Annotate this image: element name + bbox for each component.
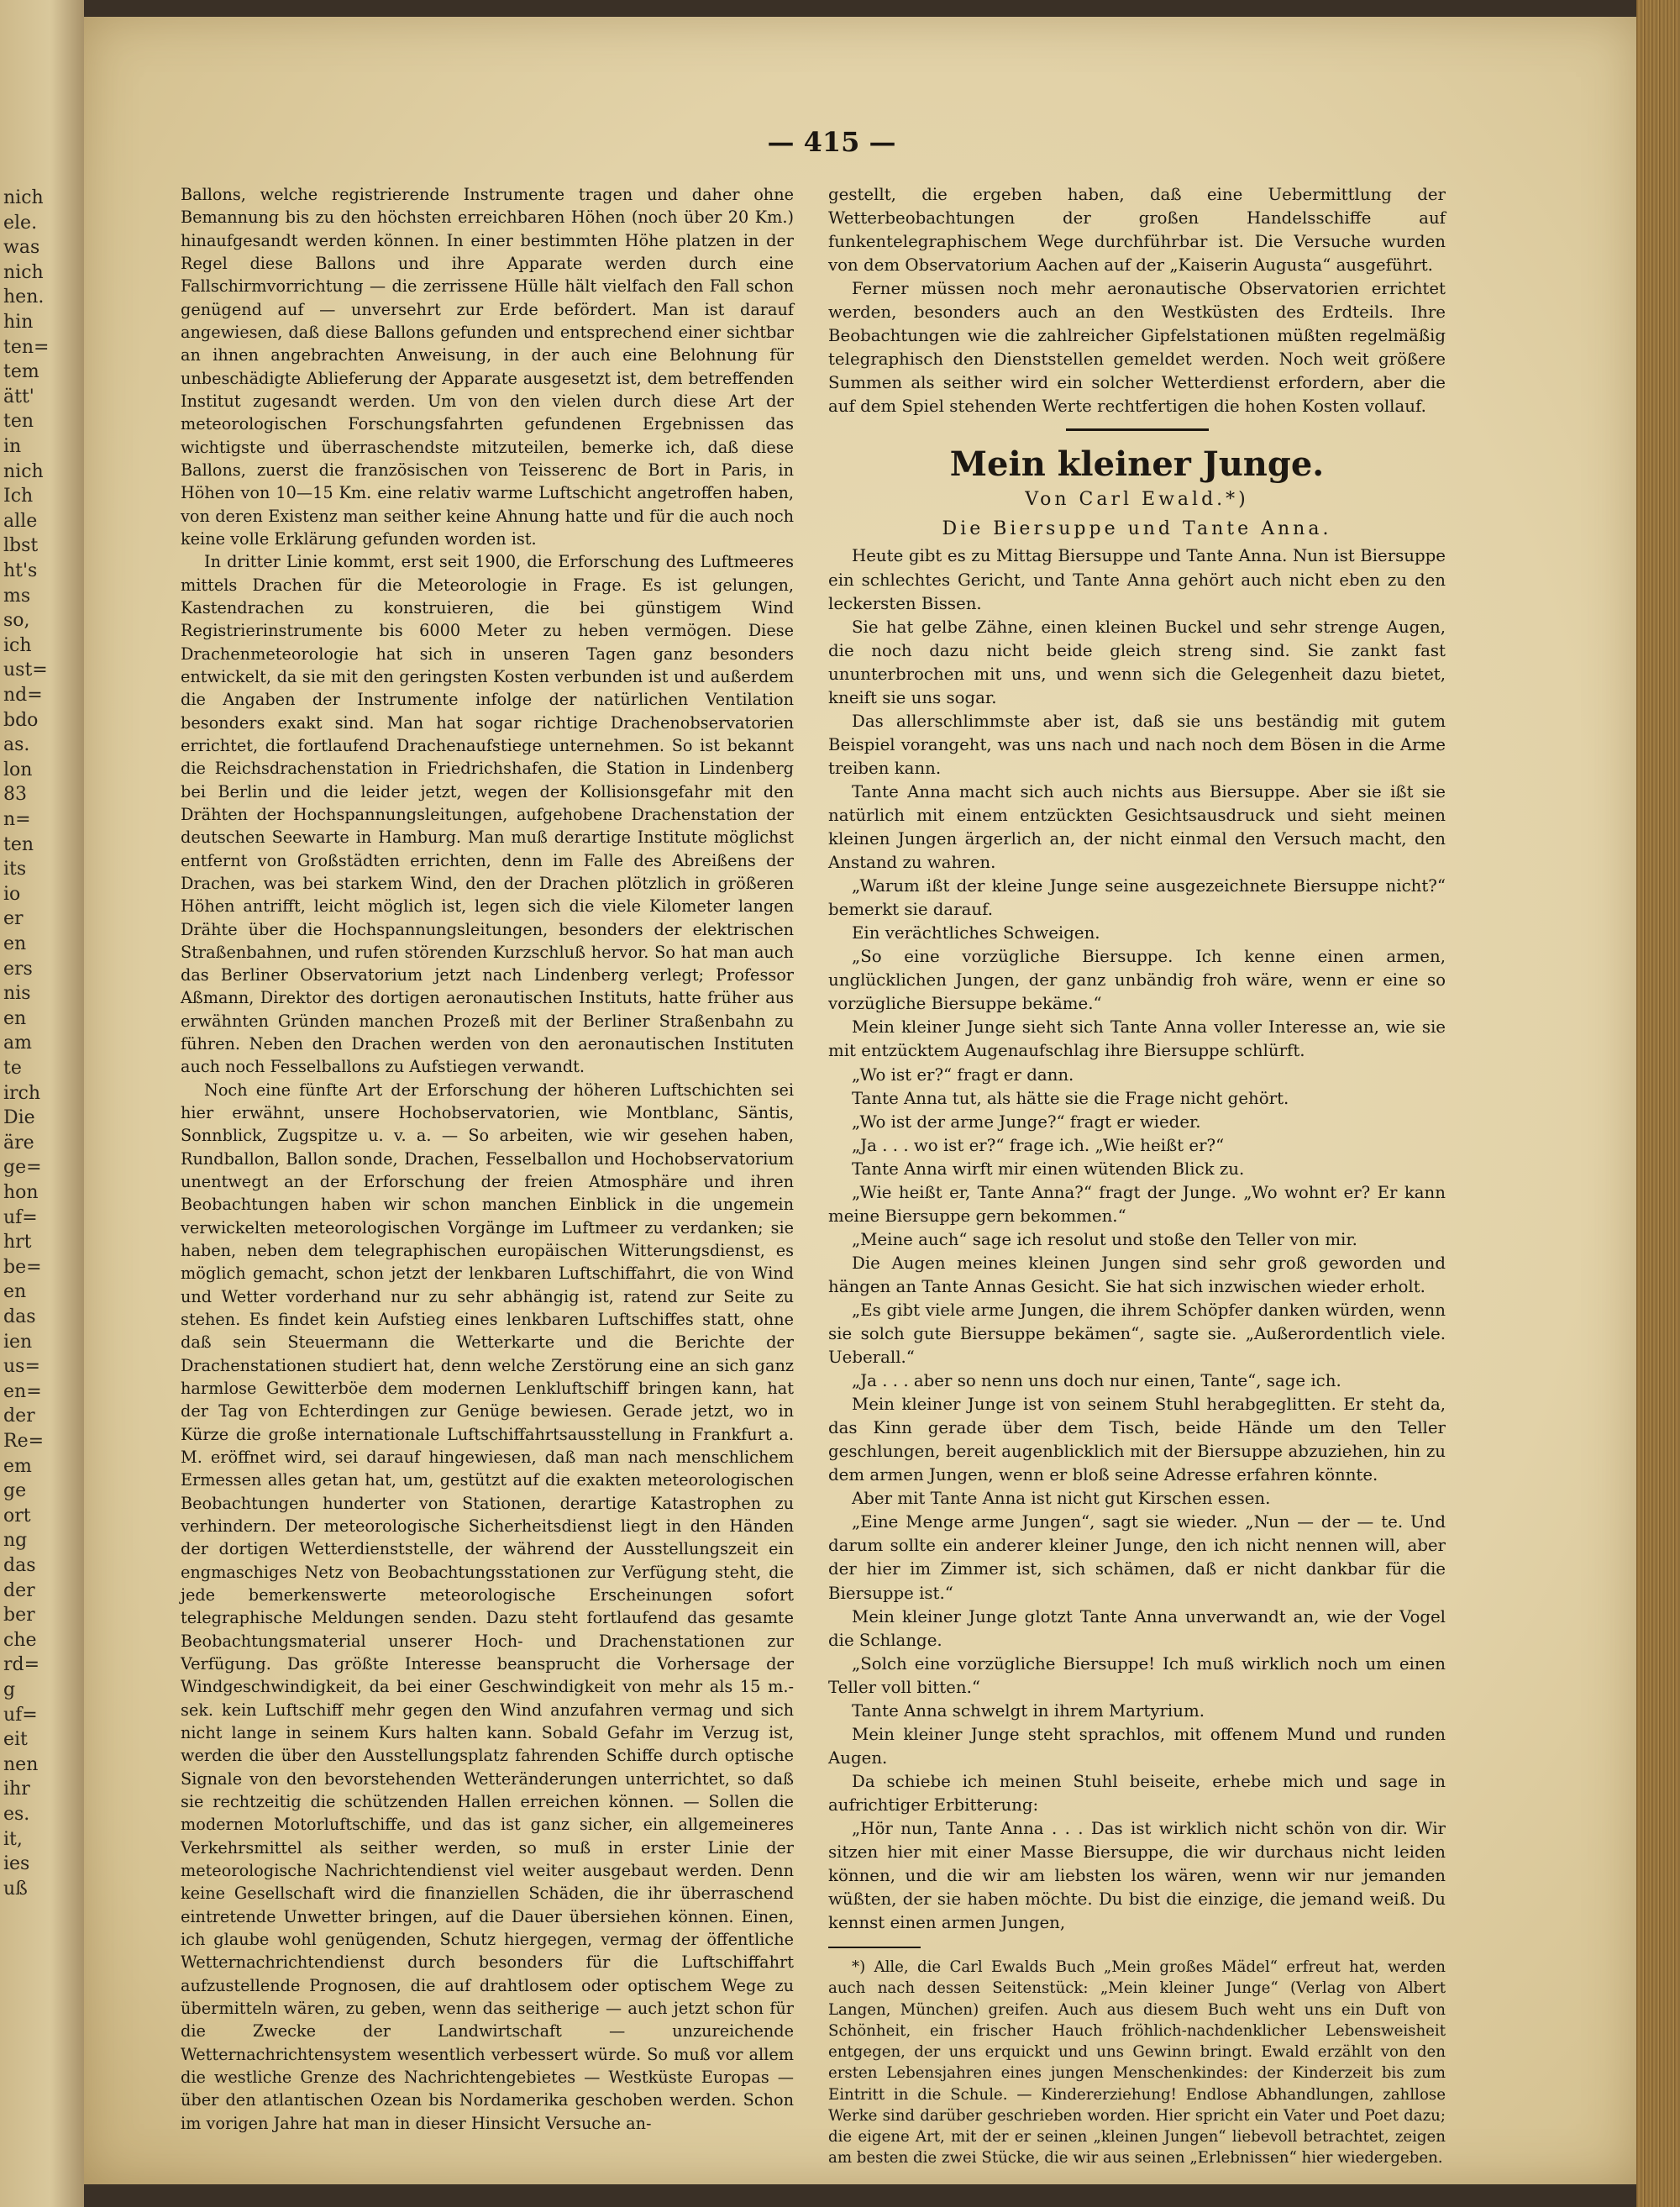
prev-page-fragment: äre: [3, 1132, 34, 1153]
prev-page-fragment: ten: [3, 411, 34, 433]
prev-page-fragment: so,: [3, 610, 30, 632]
prev-page-fragment: der: [3, 1579, 35, 1601]
story-paragraph: Das allerschlimmste aber ist, daß sie uns beständig mit gutem Beispiel vorangeht, was uns nach und nach noch dem Bösen in die Arme treiben kann.: [828, 711, 1446, 778]
paragraph: Ferner müssen noch mehr aeronautische Observatorien errichtet werden, besonders auch an den Westküsten des Erdteils. Ihre Beobachtungen wie die zahlreicher Gipfelstationen müßten regelmäßig telegraphisch den Dienststellen gemeldet werden. Noch weit größere Summen als seither wird ein solcher Wetterdienst erfordern, aber die auf dem Spiel stehenden Werte rechtfertigen die hohen Kosten vollauf.: [828, 279, 1446, 417]
prev-page-fragment: io: [3, 883, 21, 905]
prev-page-fragment: nen: [3, 1753, 39, 1775]
paragraph: Ballons, welche registrierende Instrumente tragen und daher ohne Bemannung bis zu den höchsten erreichbaren Höhen (noch über 20 Km.) hinaufgesandt werden können. In einer bestimmten Höhe platzen in der Regel diese Ballons und ihre Apparate werden durch eine Fallschirmvorrichtung — die zerrissene Hülle hält vielfach den Fall schon genügend auf — unversehrt zur Erde befördert. Man ist darauf angewiesen, daß diese Ballons gefunden und entsprechend einer sichtbar an ihnen angebrachten Anweisung, in der auch eine Belohnung für unbeschädigte Ablieferung der Apparate ausgesetzt ist, dem betreffenden Institut zugesandt werden. Um von den vielen durch diese Art der meteorologischen Forschungsfahrten gefundenen Ergebnissen das wichtigste und überraschendste mitzuteilen, bemerke ich, daß diese Ballons, zuerst die französischen von Teisserenc de Bort in Paris, in Höhen von 10—15 Km. eine relativ warme Luftschicht angetroffen haben, von deren Existenz man seither keine Ahnung hatte und für die auch noch keine volle Erklärung gefunden worden ist.: [181, 185, 794, 549]
story-paragraph: „Meine auch“ sage ich resolut und stoße den Teller von mir.: [852, 1229, 1357, 1249]
prev-page-fragment: was: [3, 237, 40, 259]
prev-page-fragment: em: [3, 1455, 32, 1477]
prev-page-fragment: der: [3, 1406, 35, 1427]
footnote: [828, 1957, 1446, 2168]
prev-page-fragment: ort: [3, 1505, 31, 1527]
story-body: [828, 544, 1446, 1935]
story-paragraph: „Ja . . . wo ist er?“ frage ich. „Wie heißt er?“: [852, 1135, 1225, 1155]
story-paragraph: Aber mit Tante Anna ist nicht gut Kirschen essen.: [852, 1489, 1271, 1509]
prev-page-fragment: uß: [3, 1878, 28, 1900]
prev-page-fragment: ng: [3, 1530, 28, 1552]
prev-page-fragment: nich: [3, 460, 44, 482]
prev-page-fragment: nd=: [3, 685, 43, 706]
prev-page-fragment: hon: [3, 1182, 39, 1203]
story-paragraph: „Wo ist er?“ fragt er dann.: [852, 1064, 1074, 1085]
prev-page-fragment: it,: [3, 1828, 23, 1850]
prev-page-fragment: ht's: [3, 560, 38, 581]
prev-page-fragment: te: [3, 1058, 22, 1079]
prev-page-fragment: en: [3, 1007, 27, 1029]
prev-page-fragment: eit: [3, 1729, 28, 1751]
article-continuation: [828, 183, 1446, 418]
paragraph: gestellt, die ergeben haben, daß eine Uebermittlung der Wetterbeobachtungen der großen Handelsschiffe auf funkentelegraphischem Wege durchführbar ist. Die Versuche wurden von dem Observatorium Aachen auf der „Kaiserin Augusta“ ausgeführt.: [828, 185, 1446, 276]
story-paragraph: Mein kleiner Junge sieht sich Tante Anna voller Interesse an, wie sie mit entzücktem Augenaufschlag ihre Biersuppe schlürft.: [828, 1017, 1446, 1061]
prev-page-fragment: ich: [3, 634, 32, 656]
prev-page-fragment: alle: [3, 510, 38, 532]
prev-page-fragment: hrt: [3, 1232, 32, 1253]
prev-page-fragment: ies: [3, 1853, 30, 1875]
paragraph: In dritter Linie kommt, erst seit 1900, die Erforschung des Luftmeeres mittels Drachen für die Meteorologie in Frage. Es ist gelungen, Kastendrachen zu konstruieren, die bei günstigem Wind Registrierinstrumente bis 6000 Meter zu heben vermögen. Diese Drachenmeteorologie hat sich in unseren Tagen ganz besonders entwickelt, da sie mit den geringsten Kosten verbunden ist und außerdem die Angaben der Instrumente infolge der natürlichen Ventilation besonders exakt sind. Man hat sogar richtige Drachenobservatorien errichtet, die fortlaufend Drachenaufstiege unternehmen. So ist bekannt die Reichsdrachenstation in Friedrichshafen, die Station in Lindenberg bei Berlin und die leider jetzt, wegen der Kollisionsgefahr mit den Drähten der Hochspannungsleitungen, aufgehobene Drachenstation der deutschen Seewarte in Hamburg. Man muß derartige Institute möglichst entfernt von Großstädten errichten, denn im Falle des Abreißens der Drachen, was bei starkem Wind, den der Drachen plötzlich in größeren Höhen antrifft, leicht möglich ist, legen sich die viele Kilometer langen Drähte über die Hochspannungsleitungen, besonders der elektrischen Straßenbahnen, und rufen störenden Kurzschluß hervor. So hat man auch das Berliner Observatorium jetzt nach Lindenberg verlegt; Professor Aßmann, Direktor des dortigen aeronautischen Instituts, hatte früher aus erwähnten Gründen manchen Prozeß mit der Berliner Straßenbahn zu führen. Neben den Drachen werden von den aeronautischen Instituten auch noch Fesselballons zu Aufstiegen verwandt.: [181, 552, 794, 1077]
section-divider: [1066, 428, 1209, 431]
prev-page-fragment: as.: [3, 734, 30, 756]
prev-page-fragment: n=: [3, 809, 31, 830]
prev-page-fragment: nich: [3, 261, 44, 283]
prev-page-fragment: lbst: [3, 535, 39, 557]
story-paragraph: Tante Anna wirft mir einen wütenden Blick zu.: [852, 1159, 1245, 1179]
prev-page-fragment: in: [3, 436, 22, 457]
story-paragraph: Da schiebe ich meinen Stuhl beiseite, erhebe mich und sage in aufrichtiger Erbitterung:: [828, 1771, 1446, 1815]
story-byline: Von Carl Ewald.*): [1025, 489, 1249, 511]
prev-page-fragment: be=: [3, 1256, 42, 1278]
story-paragraph: Heute gibt es zu Mittag Biersuppe und Tante Anna. Nun ist Biersuppe ein schlechtes Gericht, und Tante Anna gehört auch nicht eben zu den leckersten Bissen.: [828, 546, 1446, 613]
prev-page-fragment: ber: [3, 1605, 35, 1626]
story-paragraph: Ein verächtliches Schweigen.: [852, 923, 1100, 943]
story-paragraph: „Hör nun, Tante Anna . . . Das ist wirklich nicht schön von dir. Wir sitzen hier mit einer Masse Biersuppe, die wir durchaus nicht leiden können, und die wir am liebsten los wären, wenn wir nur jemanden wüßten, der sie haben möchte. Du bist die einzige, die jemand weiß. Du kennst einen armen Jungen,: [828, 1819, 1446, 1933]
prev-page-fragment: ele.: [3, 212, 38, 234]
story-paragraph: „Es gibt viele arme Jungen, die ihrem Schöpfer danken würden, wenn sie solch gute Biersuppe bekämen“, sagte sie. „Außerordentlich viele. Ueberall.“: [828, 1300, 1446, 1368]
prev-page-fragment: its: [3, 859, 27, 880]
prev-page-fragment: hin: [3, 312, 34, 333]
prev-page-fragment: nich: [3, 187, 44, 208]
previous-page-edge: [0, 0, 84, 2207]
prev-page-fragment: g: [3, 1679, 16, 1700]
prev-page-fragment: am: [3, 1033, 32, 1054]
chapter-heading: Die Biersuppe und Tante Anna.: [942, 518, 1332, 540]
prev-page-fragment: ge=: [3, 1157, 42, 1179]
prev-page-fragment: Die: [3, 1107, 35, 1129]
prev-page-fragment: en=: [3, 1380, 42, 1402]
footnote-divider: [828, 1947, 921, 1948]
story-paragraph: Die Augen meines kleinen Jungen sind sehr groß geworden und hängen an Tante Annas Gesicht. Sie hat sich inzwischen wieder erholt.: [828, 1253, 1446, 1296]
paragraph: Noch eine fünfte Art der Erforschung der höheren Luftschichten sei hier erwähnt, unsere Hochobservatorien, wie Montblanc, Säntis, Sonnblick, Zugspitze u. v. a. — So arbeiten, wie wir gesehen haben, Rundballon, Ballon sonde, Drachen, Fesselballon und Hochobservatorium unentwegt an der Erforschung der freien Atmosphäre und ihren Beobachtungen haben wir schon manchen Einblick in die ungemein verwickelten meteorologischen Vorgänge im Luftmeer zu verdanken; sie haben, neben dem telegraphischen europäischen Witterungsdienst, es möglich gemacht, schon jetzt der lenkbaren Luftschiffahrt, die von Wind und Wetter vorderhand nur zu sehr abhängig ist, ratend zur Seite zu stehen. Es findet kein Aufstieg eines lenkbaren Luftschiffes statt, ohne daß sein Steuermann die Wetterkarte und die Berichte der Drachenstationen studiert hat, denn welche Zerstörung eine an sich ganz harmlose Gewitterböe dem modernen Lenkluftschiff bringen kann, hat der Tag von Echterdingen zur Genüge bewiesen. Gerade jetzt, wo in Kürze die große internationale Luftschiffahrtsausstellung in Frankfurt a. M. eröffnet wird, sei darauf hingewiesen, daß man nach menschlichem Ermessen alles getan hat, um, gestützt auf die exakten meteorologischen Beobachtungen hunderter von Stationen, derartige Katastrophen zu verhindern. Der meteorologische Sicherheitsdienst liegt in den Händen der dortigen Wetterdienststelle, der während der Ausstellungszeit ein engmaschiges Netz von Beobachtungsstationen zur Verfügung steht, die jede bemerkenswerte meteorologische Erscheinungen sofort telegraphische Meldungen senden. Dazu steht fortlaufend das gesamte Beobachtungsmaterial unserer Hoch- und Drachenstationen zur Verfügung. Das größte Interesse beansprucht die Vorhersage der Windgeschwindigkeit, da bei einer Geschwindigkeit von mehr als 15 m.-sek. kein Luftschiff mehr gegen den Wind anzufahren vermag und sich nicht lange in seinem Kurs halten kann. Sobald Gefahr im Verzug ist, werden die über den Ausstellungsplatz fahrenden Schiffe durch optische Signale von den bevorstehenden Wetteränderungen unterrichtet, so daß sie rechtzeitig die schützenden Hallen erreichen können. — Sollen die modernen Motorluftschiffe, und das ist ganz sicher, ein allgemeineres Verkehrsmittel als seither werden, so muß in erster Linie der meteorologische Nachrichtendienst viel weiter ausgebaut werden. Denn keine Gesellschaft wird die finanziellen Schäden, die ihr überraschend eintretende Unwetter bringen, auf die Dauer übersiehen können. Einen, ich glaube wohl genügenden, Schutz hiergegen, vermag der öffentliche Wetternachrichtendienst durch besonders für die Luftschiffahrt aufzustellende Prognosen, die auf drahtlosem oder optischem Wege zu übermitteln wären, zu geben, wenn das seitherige — auch jetzt schon für die Zwecke der Landwirtschaft — unzureichende Wetternachrichtensystem wesentlich verbessert würde. So muß vor allem die westliche Grenze des Nachrichtengebietes — Westküste Europas — über den atlantischen Ozean bis Nordamerika geschoben werden. Schon im vorigen Jahre hat man in dieser Hinsicht Versuche an-: [181, 1080, 794, 2133]
prev-page-fragment: Ich: [3, 486, 34, 507]
story-paragraph: „Wo ist der arme Junge?“ fragt er wieder.: [852, 1111, 1201, 1132]
story-paragraph: Mein kleiner Junge ist von seinem Stuhl herabgeglitten. Er steht da, das Kinn gerade über dem Tisch, beide Hände um den Teller geschlungen, bereit augenblicklich mit der Biersuppe abzuziehen, hin zu dem armen Jungen, wenn er bloß seine Adresse erfahren könnte.: [828, 1395, 1446, 1485]
prev-page-fragment: das: [3, 1306, 36, 1327]
prev-page-fragment: irch: [3, 1082, 41, 1104]
prev-page-fragment: ten=: [3, 336, 50, 358]
story-paragraph: „Warum ißt der kleine Junge seine ausgezeichnete Biersuppe nicht?“ bemerkt sie darauf.: [828, 876, 1446, 920]
prev-page-fragment: ust=: [3, 659, 48, 681]
prev-page-fragment: das: [3, 1555, 36, 1576]
right-column: [828, 183, 1446, 2169]
prev-page-fragment: lon: [3, 759, 33, 780]
story-title: Mein kleiner Junge.: [949, 444, 1325, 485]
story-paragraph: Tante Anna macht sich auch nichts aus Biersuppe. Aber sie ißt sie natürlich mit einem entzückten Gesichtsausdruck und sieht meinen kleinen Jungen ärgerlich an, der nicht einmal den Versuch macht, den Anstand zu wahren.: [828, 781, 1446, 873]
prev-page-fragment: hen.: [3, 286, 45, 308]
prev-page-fragment: en: [3, 1281, 27, 1303]
prev-page-fragment: ten: [3, 833, 34, 855]
prev-page-fragment: ihr: [3, 1779, 30, 1800]
footnote-text: *) Alle, die Carl Ewalds Buch „Mein großes Mädel“ erfreut hat, werden auch nach dessen Seitenstück: „Mein kleiner Junge“ (Verlag von Albert Langen, München) greifen. Auch aus diesem Buch weht uns ein Duft von Schönheit, ein frischer Hauch fröhlich-nachdenklicher Lebensweisheit entgegen, der uns erquickt und uns Gewinn bringt. Ewald erzählt von den ersten Lebensjahren eines jungen Menschenkindes: der Kinderzeit bis zum Eintritt in die Schule. — Kindererziehung! Endlose Abhandlungen, zahllose Werke sind darüber geschrieben worden. Hier spricht ein Vater und Poet dazu; die eigene Art, mit der er seinen „kleinen Jungen“ liebevoll betrachtet, zeigen am besten die zwei Stücke, die wir aus seinen „Erlebnissen“ hier wiedergeben.: [828, 1958, 1446, 2168]
prev-page-fragment: 83: [3, 784, 27, 806]
prev-page-fragment: ms: [3, 585, 31, 607]
prev-page-fragment: er: [3, 908, 24, 930]
story-paragraph: „Eine Menge arme Jungen“, sagt sie wieder. „Nun — der — te. Und darum sollte ein anderer kleiner Junge, den ich nicht nennen will, aber der hier im Zimmer ist, sich schämen, daß er nicht dankbar für die Biersuppe ist.“: [828, 1512, 1446, 1603]
prev-page-fragment: bdo: [3, 709, 39, 731]
prev-page-fragment: ien: [3, 1331, 33, 1353]
story-paragraph: Sie hat gelbe Zähne, einen kleinen Buckel und sehr strenge Augen, die noch dazu nicht beide gleich streng sind. Sie zankt fast ununterbrochen mit uns, und wenn sich die Gelegenheit dazu bietet, kneift sie uns sogar.: [828, 617, 1446, 707]
prev-page-fragment: ätt': [3, 386, 34, 407]
prev-page-fragment: nis: [3, 983, 31, 1005]
prev-page-fragment: uf=: [3, 1704, 38, 1726]
prev-page-fragment: en: [3, 933, 27, 954]
book-spine: [1636, 0, 1680, 2207]
story-paragraph: „Wie heißt er, Tante Anna?“ fragt der Junge. „Wo wohnt er? Er kann meine Biersuppe gern bekommen.“: [828, 1182, 1446, 1226]
prev-page-fragment: es.: [3, 1804, 30, 1825]
prev-page-fragment: rd=: [3, 1654, 40, 1676]
prev-page-fragment: uf=: [3, 1206, 38, 1228]
left-column: [181, 183, 794, 2135]
story-paragraph: „So eine vorzügliche Biersuppe. Ich kenne einen armen, unglücklichen Jungen, der ganz unbändig froh wäre, wenn er eine so vorzügliche Biersuppe bekäme.“: [828, 947, 1446, 1014]
story-paragraph: „Ja . . . aber so nenn uns doch nur einen, Tante“, sage ich.: [852, 1371, 1341, 1391]
prev-page-fragment: us=: [3, 1356, 40, 1378]
story-paragraph: Tante Anna schwelgt in ihrem Martyrium.: [852, 1700, 1205, 1721]
page-number: — 415 —: [767, 126, 896, 158]
story-paragraph: Tante Anna tut, als hätte sie die Frage nicht gehört.: [852, 1088, 1289, 1108]
prev-page-fragment: ers: [3, 958, 33, 980]
story-paragraph: „Solch eine vorzügliche Biersuppe! Ich muß wirklich noch um einen Teller voll bitten.“: [828, 1653, 1446, 1697]
prev-page-fragment: Re=: [3, 1431, 45, 1452]
story-paragraph: Mein kleiner Junge steht sprachlos, mit offenem Mund und runden Augen.: [828, 1724, 1446, 1768]
prev-page-fragment: ge: [3, 1480, 27, 1502]
story-paragraph: Mein kleiner Junge glotzt Tante Anna unverwandt an, wie der Vogel die Schlange.: [828, 1606, 1446, 1650]
prev-page-fragment: tem: [3, 361, 39, 383]
prev-page-fragment: che: [3, 1629, 37, 1651]
